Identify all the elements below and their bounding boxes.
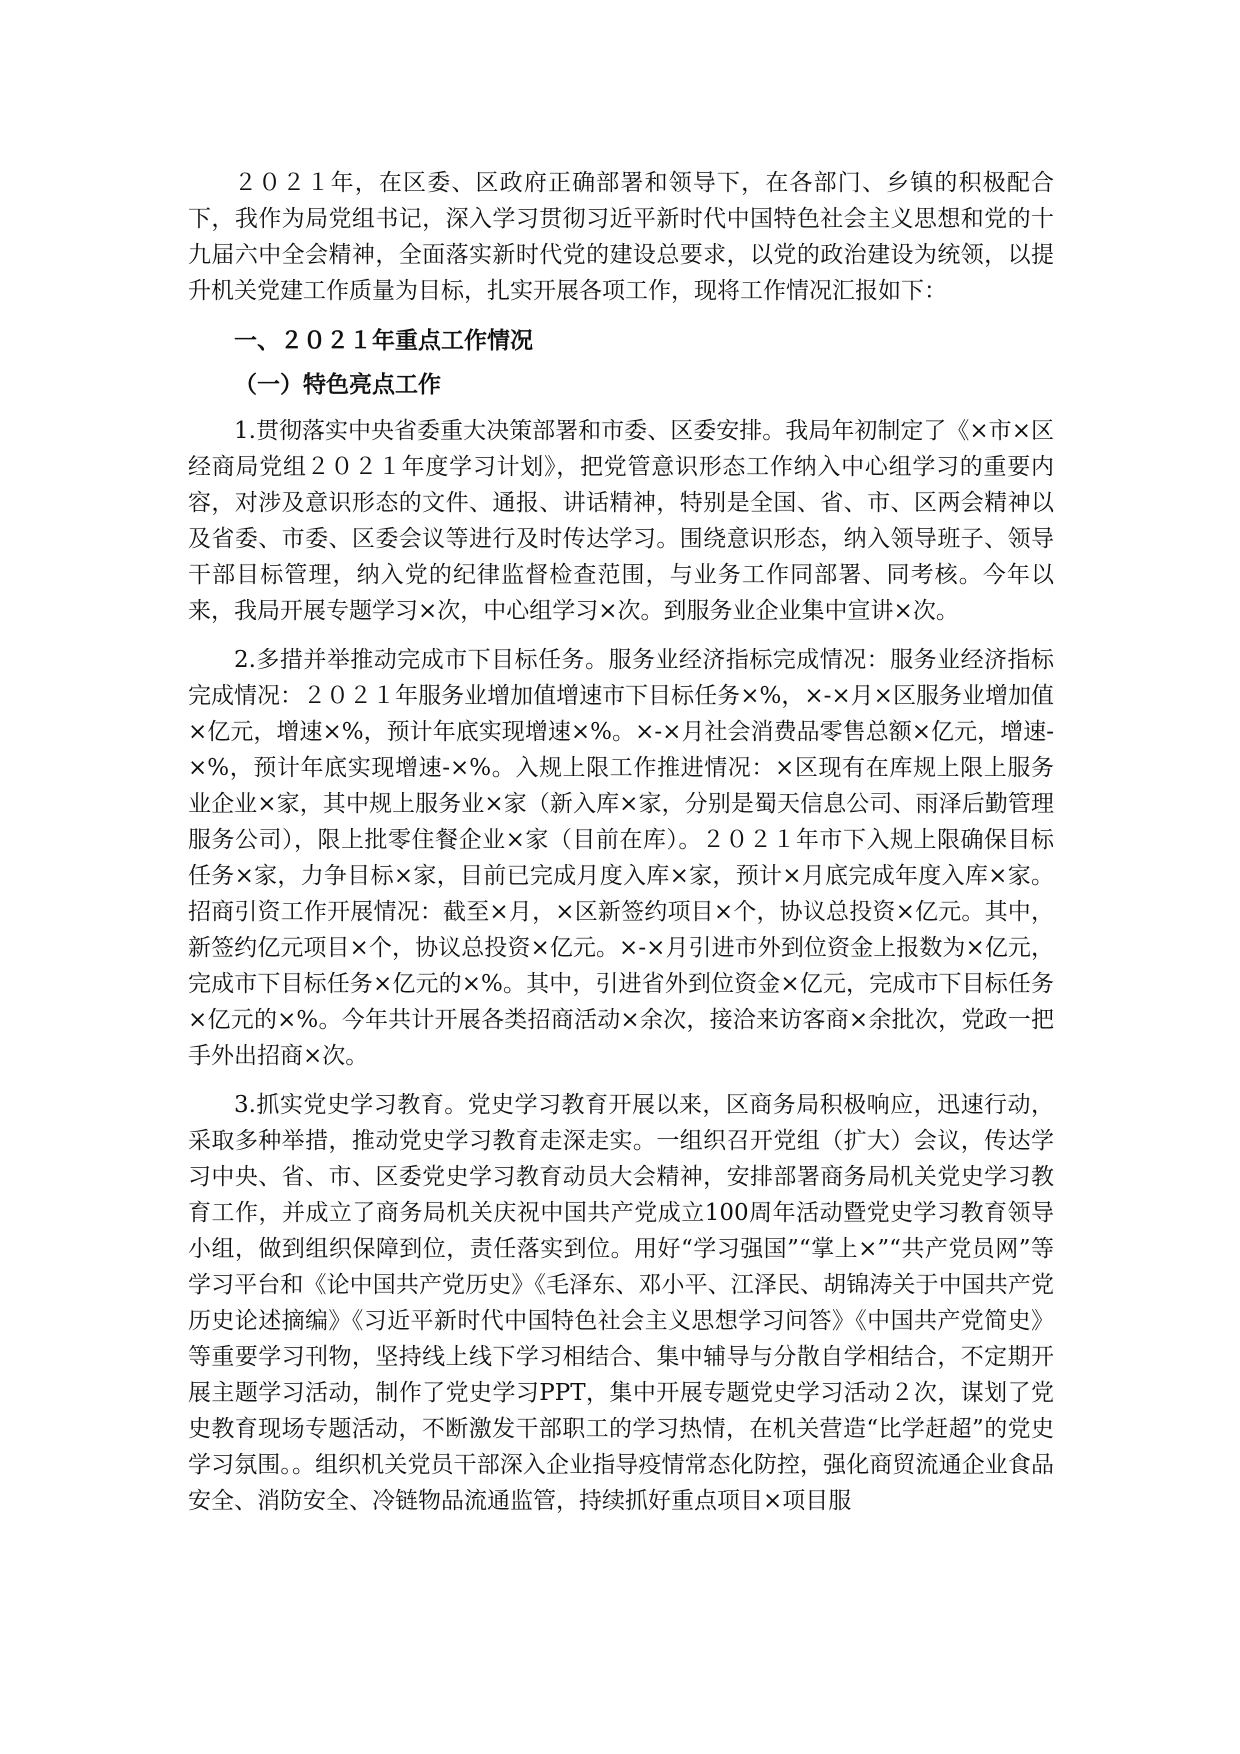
- intro-paragraph: ２０２１年，在区委、区政府正确部署和领导下，在各部门、乡镇的积极配合下，我作为局党组书记，深入学习贯彻习近平新时代中国特色社会主义思想和党的十九届六中全会精神，全面落实新时代党的建设总要求，以党的政治建设为统领，以提升机关党建工作质量为目标，扎实开展各项工作，现将工作情况汇报如下：: [188, 170, 1054, 304]
- item-paragraph-3: 3.抓实党史学习教育。党史学习教育开展以来，区商务局积极响应，迅速行动，采取多种举措，推动党史学习教育走深走实。一组织召开党组（扩大）会议，传达学习中央、省、市、区委党史学习教育动员大会精神，安排部署商务局机关党史学习教育工作，并成立了商务局机关庆祝中国共产党成立100周年活动暨党史学习教育领导小组，做到组织保障到位，责任落实到位。用好“学习强国”“掌上×”“共产党员网”等学习平台和《论中国共产党历史》《毛泽东、邓小平、江泽民、胡锦涛关于中国共产党历史论述摘编》《习近平新时代中国特色社会主义思想学习问答》《中国共产党简史》等重要学习刊物，坚持线上线下学习相结合、集中辅导与分散自学相结合，不定期开展主题学习活动，制作了党史学习PPT，集中开展专题党史学习活动２次，谋划了党史教育现场专题活动，不断激发干部职工的学习热情，在机关营造“比学赶超”的党史学习氛围。。组织机关党员干部深入企业指导疫情常态化防控，强化商贸流通企业食品安全、消防安全、冷链物品流通监管，持续抓好重点项目×项目服: [188, 1092, 1054, 1514]
- section-heading: 一、２０２１年重点工作情况: [234, 327, 533, 354]
- document-body: [188, 165, 1054, 1532]
- item-paragraph-1: 1.贯彻落实中央省委重大决策部署和市委、区委安排。我局年初制定了《×市×区经商局党组２０２１年度学习计划》，把党管意识形态工作纳入中心组学习的重要内容，对涉及意识形态的文件、通报、讲话精神，特别是全国、省、市、区两会精神以及省委、市委、区委会议等进行及时传达学习。围绕意识形态，纳入领导班子、领导干部目标管理，纳入党的纪律监督检查范围，与业务工作同部署、同考核。今年以来，我局开展专题学习×次，中心组学习×次。到服务业企业集中宣讲×次。: [188, 418, 1054, 624]
- subsection-heading: （一）特色亮点工作: [234, 371, 441, 398]
- item-paragraph-2: 2.多措并举推动完成市下目标任务。服务业经济指标完成情况：服务业经济指标完成情况：２０２１年服务业增加值增速市下目标任务×%，×-×月×区服务业增加值×亿元，增速×%，预计年底实现增速×%。×-×月社会消费品零售总额×亿元，增速-×%，预计年底实现增速-×%。入规上限工作推进情况：×区现有在库规上限上服务业企业×家，其中规上服务业×家（新入库×家，分别是蜀天信息公司、雨泽后勤管理服务公司），限上批零住餐企业×家（目前在库）。２０２１年市下入规上限确保目标任务×家，力争目标×家，目前已完成月度入库×家，预计×月底完成年度入库×家。招商引资工作开展情况：截至×月，×区新签约项目×个，协议总投资×亿元。其中，新签约亿元项目×个，协议总投资×亿元。×-×月引进市外到位资金上报数为×亿元，完成市下目标任务×亿元的×%。其中，引进省外到位资金×亿元，完成市下目标任务×亿元的×%。今年共计开展各类招商活动×余次，接洽来访客商×余批次，党政一把手外出招商×次。: [188, 647, 1054, 1069]
